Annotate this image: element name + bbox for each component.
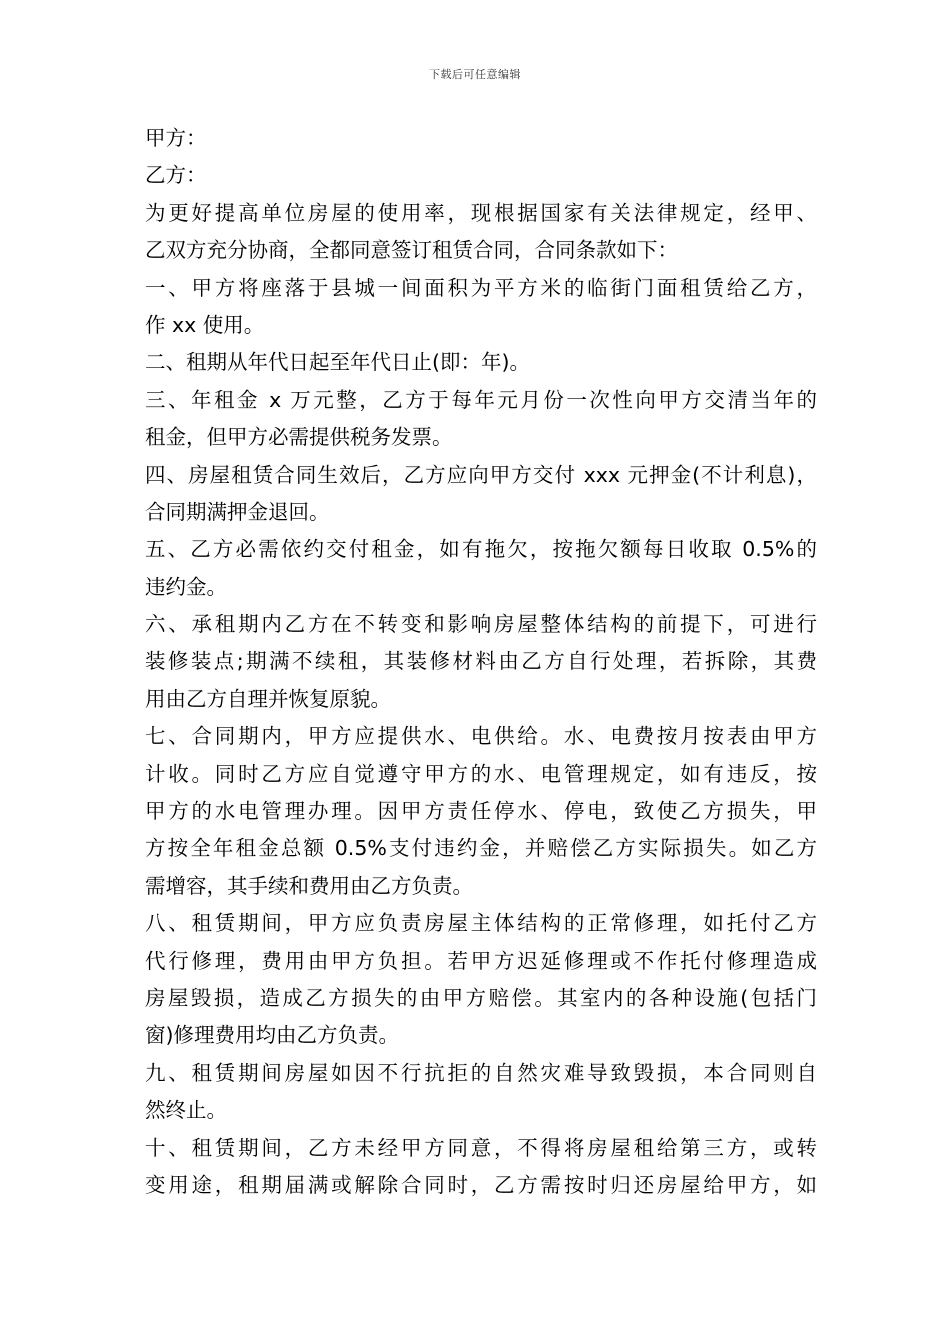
clause-10-line: 十、租赁期间，乙方未经甲方同意，不得将房屋租给第三方，或转 [145, 1135, 817, 1160]
clause-7-line: 计收。同时乙方应自觉遵守甲方的水、电管理规定，如有违反，按 [145, 761, 817, 786]
clause-7-line: 七、合同期内，甲方应提供水、电供给。水、电费按月按表由甲方 [145, 724, 817, 749]
clause-7-line: 甲方的水电管理办理。因甲方责任停水、停电，致使乙方损失，甲 [145, 799, 817, 824]
clause-7-line: 方按全年租金总额 0.5%支付违约金，并赔偿乙方实际损失。如乙方 [145, 836, 817, 861]
clause-4-line: 四、房屋租赁合同生效后，乙方应向甲方交付 xxx 元押金(不计利息)， [145, 462, 817, 487]
clause-1-line: 作 xx 使用。 [145, 312, 265, 337]
clause-7-line: 需增容，其手续和费用由乙方负责。 [145, 873, 473, 898]
clause-5-line: 违约金。 [145, 574, 227, 599]
clause-2-line: 二、租期从年代日起至年代日止(即：年)。 [145, 350, 530, 375]
clause-9-line: 九、租赁期间房屋如因不行抗拒的自然灾难导致毁损，本合同则自 [145, 1060, 817, 1085]
clause-9-line: 然终止。 [145, 1098, 227, 1123]
clause-8-line: 八、租赁期间，甲方应负责房屋主体结构的正常修理，如托付乙方 [145, 911, 817, 936]
clause-6-line: 用由乙方自理并恢复原貌。 [145, 686, 391, 711]
clause-5-line: 五、乙方必需依约交付租金，如有拖欠，按拖欠额每日收取 0.5%的 [145, 537, 817, 562]
clause-8-line: 窗)修理费用均由乙方负责。 [145, 1023, 399, 1048]
intro-line: 为更好提高单位房屋的使用率，现根据国家有关法律规定，经甲、 [145, 200, 817, 225]
party-b-line: 乙方： [145, 163, 207, 188]
page-header: 下载后可任意编辑 [429, 68, 521, 81]
intro-line: 乙双方充分协商，全都同意签订租赁合同，合同条款如下： [145, 238, 678, 263]
clause-6-line: 装修装点;期满不续租，其装修材料由乙方自行处理，若拆除，其费 [145, 649, 817, 674]
clause-1-line: 一、甲方将座落于县城一间面积为平方米的临街门面租赁给乙方， [145, 275, 817, 300]
document-body [145, 120, 817, 1204]
clause-8-line: 房屋毁损，造成乙方损失的由甲方赔偿。其室内的各种设施(包括门 [145, 985, 817, 1010]
party-a-line: 甲方： [145, 126, 207, 150]
clause-4-line: 合同期满押金退回。 [145, 499, 330, 524]
clause-8-line: 代行修理，费用由甲方负担。若甲方迟延修理或不作托付修理造成 [145, 948, 817, 973]
clause-3-line: 租金，但甲方必需提供税务发票。 [145, 425, 453, 450]
clause-3-line: 三、年租金 x 万元整，乙方于每年元月份一次性向甲方交清当年的 [145, 387, 817, 412]
clause-10-line: 变用途，租期届满或解除合同时，乙方需按时归还房屋给甲方，如 [145, 1172, 817, 1197]
clause-6-line: 六、承租期内乙方在不转变和影响房屋整体结构的前提下，可进行 [145, 612, 817, 637]
